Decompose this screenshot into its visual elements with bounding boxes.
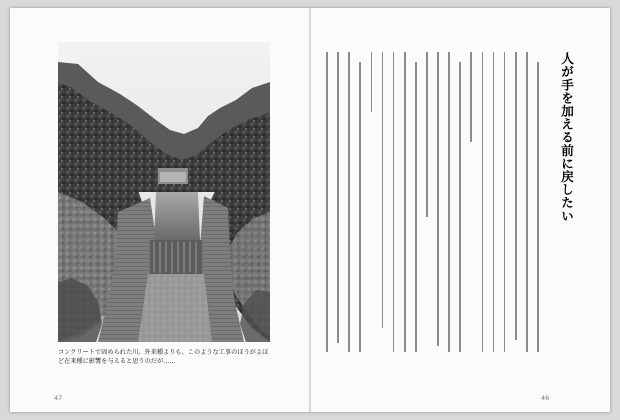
body-text-column [470,52,472,142]
body-text-column [537,62,539,352]
photo-caption: コンクリートで固められた川。外来種よりも、このような工事のほうがよほど在来種に影響を与えると思うのだが…… [58,349,269,365]
page-number-left: 47 [54,394,63,402]
body-text-column [437,52,439,346]
body-text-column [371,52,373,112]
body-text-column [448,52,450,352]
body-text-column [348,52,350,352]
river-channel-photo [58,42,270,342]
body-text-column [493,52,495,352]
body-text-column [404,52,406,352]
right-page [311,8,610,412]
body-text-column [459,62,461,352]
body-text-column [415,62,417,352]
body-text-column [382,52,384,328]
body-text-column [337,52,339,343]
body-text-column [515,52,517,340]
body-text-column [482,52,484,352]
left-page [10,8,309,412]
body-text-column [426,52,428,217]
body-text-column [504,52,506,352]
body-text-column [359,62,361,352]
body-text-column [393,52,395,352]
body-text-column [326,52,328,352]
page-number-right: 46 [541,394,550,402]
book-spread [10,8,610,412]
section-heading: 人が手を加える前に戻したい [559,52,574,223]
body-text-column [526,52,528,352]
